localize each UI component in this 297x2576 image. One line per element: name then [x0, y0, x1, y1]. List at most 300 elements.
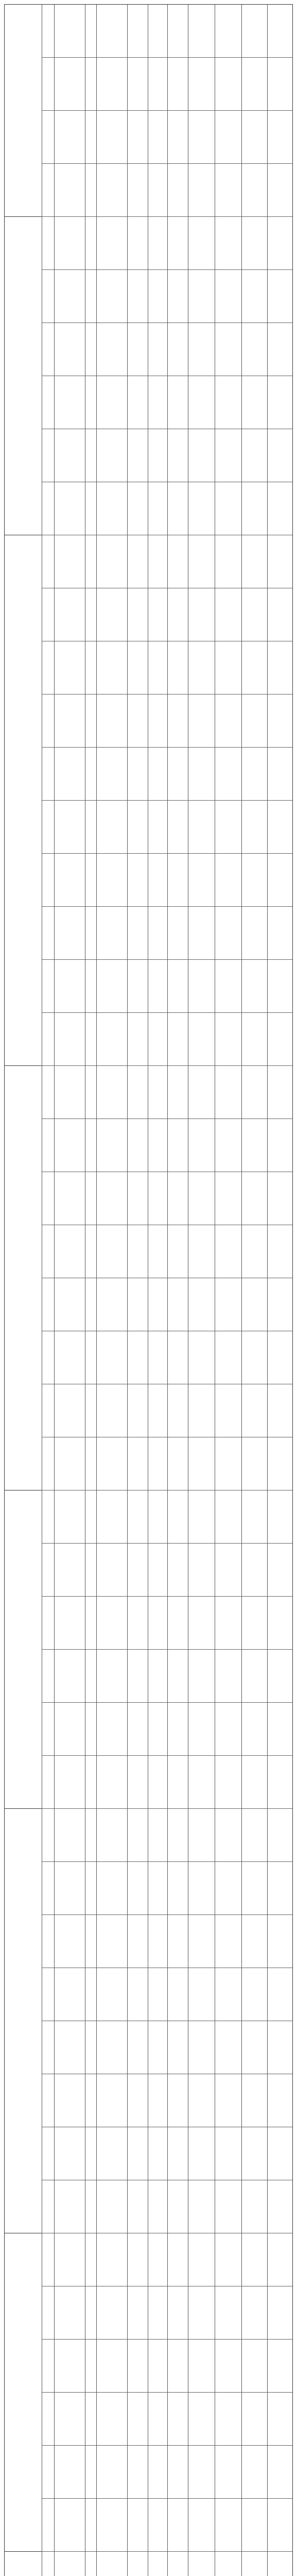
cell-major: [96, 907, 127, 959]
cell-sex: [85, 1703, 96, 1755]
cell-s3: [167, 376, 188, 429]
department-cell: [5, 1066, 42, 1490]
cell-result: [267, 1490, 293, 1543]
cell-major: [96, 2552, 127, 2576]
cell-note2: [215, 1225, 241, 1278]
cell-no: [42, 1490, 54, 1543]
cell-remark: [241, 1756, 267, 1808]
cell-sex: [85, 535, 96, 588]
cell-sex: [85, 907, 96, 959]
cell-remark: [241, 2180, 267, 2233]
cell-result: [267, 2552, 293, 2576]
cell-no: [42, 1437, 54, 1490]
cell-major: [96, 748, 127, 800]
table-row: [5, 5, 292, 58]
cell-sex: [85, 641, 96, 694]
cell-name: [54, 1544, 85, 1596]
cell-note: [188, 1490, 215, 1543]
cell-major: [96, 2127, 127, 2180]
cell-no: [42, 1703, 54, 1755]
cell-name: [54, 960, 85, 1012]
cell-result: [267, 641, 293, 694]
cell-note: [188, 2286, 215, 2339]
cell-remark: [241, 1490, 267, 1543]
cell-sex: [85, 1225, 96, 1278]
cell-s1: [127, 588, 148, 641]
cell-note: [188, 1650, 215, 1702]
cell-s2: [148, 1862, 167, 1914]
table-row: [5, 1172, 292, 1225]
cell-major: [96, 1597, 127, 1649]
column-divider: [54, 5, 55, 2576]
cell-s2: [148, 2074, 167, 2127]
cell-major: [96, 111, 127, 163]
table-row: [5, 1331, 292, 1384]
cell-name: [54, 323, 85, 376]
cell-s2: [148, 801, 167, 853]
cell-note: [188, 1809, 215, 1861]
cell-s3: [167, 2074, 188, 2127]
cell-s3: [167, 429, 188, 482]
cell-note2: [215, 748, 241, 800]
cell-s1: [127, 482, 148, 535]
cell-major: [96, 1544, 127, 1596]
cell-sex: [85, 482, 96, 535]
cell-s3: [167, 1968, 188, 2021]
cell-sex: [85, 1915, 96, 1968]
cell-s3: [167, 1225, 188, 1278]
cell-remark: [241, 376, 267, 429]
cell-remark: [241, 1278, 267, 1331]
cell-name: [54, 1225, 85, 1278]
cell-note: [188, 1331, 215, 1384]
cell-s2: [148, 482, 167, 535]
cell-name: [54, 801, 85, 853]
cell-sex: [85, 1490, 96, 1543]
cell-name: [54, 1384, 85, 1437]
cell-sex: [85, 2021, 96, 2074]
table-row: [5, 1490, 292, 1544]
cell-sex: [85, 1862, 96, 1914]
cell-major: [96, 323, 127, 376]
cell-s2: [148, 2446, 167, 2498]
cell-s1: [127, 2393, 148, 2445]
cell-note2: [215, 58, 241, 110]
table-row: [5, 2393, 292, 2446]
cell-note: [188, 164, 215, 216]
cell-major: [96, 1172, 127, 1225]
cell-remark: [241, 588, 267, 641]
cell-s3: [167, 58, 188, 110]
cell-remark: [241, 1968, 267, 2021]
cell-s3: [167, 217, 188, 269]
cell-major: [96, 2233, 127, 2286]
cell-sex: [85, 694, 96, 747]
cell-sex: [85, 854, 96, 906]
cell-s3: [167, 1809, 188, 1861]
cell-result: [267, 482, 293, 535]
cell-result: [267, 1437, 293, 1490]
cell-s2: [148, 1650, 167, 1702]
cell-no: [42, 854, 54, 906]
cell-s2: [148, 1331, 167, 1384]
cell-no: [42, 5, 54, 57]
cell-sex: [85, 2074, 96, 2127]
cell-name: [54, 217, 85, 269]
cell-s3: [167, 535, 188, 588]
cell-sex: [85, 748, 96, 800]
cell-s2: [148, 1066, 167, 1118]
cell-result: [267, 588, 293, 641]
cell-remark: [241, 1437, 267, 1490]
cell-name: [54, 1066, 85, 1118]
table-body: [5, 17, 292, 2576]
cell-s1: [127, 217, 148, 269]
cell-result: [267, 694, 293, 747]
cell-major: [96, 2286, 127, 2339]
cell-name: [54, 2127, 85, 2180]
cell-s1: [127, 960, 148, 1012]
cell-note: [188, 376, 215, 429]
cell-s3: [167, 854, 188, 906]
table-row: [5, 429, 292, 482]
cell-no: [42, 1862, 54, 1914]
cell-no: [42, 2286, 54, 2339]
cell-result: [267, 270, 293, 323]
cell-s1: [127, 1544, 148, 1596]
cell-note: [188, 694, 215, 747]
cell-note2: [215, 1172, 241, 1225]
cell-s3: [167, 164, 188, 216]
cell-result: [267, 2393, 293, 2445]
cell-result: [267, 1331, 293, 1384]
cell-note2: [215, 2021, 241, 2074]
cell-s2: [148, 960, 167, 1012]
cell-result: [267, 1119, 293, 1172]
table-row: [5, 58, 292, 111]
cell-no: [42, 217, 54, 269]
cell-name: [54, 482, 85, 535]
cell-note: [188, 2021, 215, 2074]
cell-note2: [215, 482, 241, 535]
cell-result: [267, 2340, 293, 2392]
cell-s2: [148, 111, 167, 163]
cell-name: [54, 2499, 85, 2551]
cell-s3: [167, 323, 188, 376]
cell-s1: [127, 1915, 148, 1968]
table-row: [5, 111, 292, 164]
cell-result: [267, 1756, 293, 1808]
cell-result: [267, 1862, 293, 1914]
cell-sex: [85, 1968, 96, 2021]
cell-name: [54, 1437, 85, 1490]
cell-major: [96, 1278, 127, 1331]
cell-no: [42, 1013, 54, 1065]
cell-s3: [167, 1490, 188, 1543]
table-row: [5, 1809, 292, 1862]
cell-s2: [148, 1490, 167, 1543]
cell-remark: [241, 641, 267, 694]
cell-note2: [215, 2393, 241, 2445]
cell-note: [188, 2233, 215, 2286]
cell-s3: [167, 1703, 188, 1755]
cell-s2: [148, 1119, 167, 1172]
cell-s3: [167, 960, 188, 1012]
cell-note: [188, 535, 215, 588]
cell-major: [96, 694, 127, 747]
cell-s3: [167, 2286, 188, 2339]
cell-s2: [148, 1915, 167, 1968]
cell-sex: [85, 376, 96, 429]
cell-s2: [148, 1437, 167, 1490]
cell-sex: [85, 429, 96, 482]
cell-result: [267, 1703, 293, 1755]
cell-remark: [241, 854, 267, 906]
cell-note: [188, 2499, 215, 2551]
cell-remark: [241, 1809, 267, 1861]
cell-note: [188, 801, 215, 853]
cell-s2: [148, 1756, 167, 1808]
cell-name: [54, 2552, 85, 2576]
cell-no: [42, 2552, 54, 2576]
cell-remark: [241, 2340, 267, 2392]
cell-major: [96, 2499, 127, 2551]
column-divider: [96, 5, 97, 2576]
cell-remark: [241, 960, 267, 1012]
cell-remark: [241, 111, 267, 163]
cell-s1: [127, 1490, 148, 1543]
department-cell: [5, 1809, 42, 2233]
cell-s1: [127, 2340, 148, 2392]
table-row: [5, 535, 292, 588]
cell-note: [188, 429, 215, 482]
cell-no: [42, 641, 54, 694]
cell-sex: [85, 5, 96, 57]
cell-remark: [241, 2499, 267, 2551]
cell-result: [267, 1278, 293, 1331]
cell-note2: [215, 2127, 241, 2180]
cell-s2: [148, 854, 167, 906]
cell-remark: [241, 1172, 267, 1225]
table-row: [5, 1066, 292, 1119]
cell-remark: [241, 2021, 267, 2074]
cell-remark: [241, 1225, 267, 1278]
cell-major: [96, 217, 127, 269]
cell-s2: [148, 1013, 167, 1065]
cell-result: [267, 2446, 293, 2498]
cell-name: [54, 1756, 85, 1808]
cell-name: [54, 641, 85, 694]
cell-sex: [85, 1278, 96, 1331]
cell-s3: [167, 2393, 188, 2445]
cell-s2: [148, 2127, 167, 2180]
cell-note2: [215, 1066, 241, 1118]
cell-remark: [241, 1597, 267, 1649]
cell-no: [42, 2499, 54, 2551]
cell-remark: [241, 482, 267, 535]
cell-s1: [127, 907, 148, 959]
cell-s3: [167, 1756, 188, 1808]
cell-s3: [167, 482, 188, 535]
cell-no: [42, 323, 54, 376]
cell-no: [42, 1756, 54, 1808]
cell-note: [188, 270, 215, 323]
cell-no: [42, 482, 54, 535]
cell-sex: [85, 1544, 96, 1596]
cell-result: [267, 2286, 293, 2339]
cell-sex: [85, 323, 96, 376]
cell-s1: [127, 270, 148, 323]
cell-name: [54, 1862, 85, 1914]
cell-s2: [148, 694, 167, 747]
table-row: [5, 323, 292, 376]
department-cell: [5, 1490, 42, 1809]
cell-note: [188, 217, 215, 269]
cell-major: [96, 1862, 127, 1914]
cell-note: [188, 641, 215, 694]
table-row: [5, 1278, 292, 1331]
cell-note2: [215, 1968, 241, 2021]
table-row: [5, 2127, 292, 2180]
table-row: [5, 1650, 292, 1703]
cell-sex: [85, 1013, 96, 1065]
cell-s2: [148, 323, 167, 376]
cell-name: [54, 58, 85, 110]
cell-name: [54, 1809, 85, 1861]
cell-s2: [148, 535, 167, 588]
cell-s1: [127, 1703, 148, 1755]
cell-remark: [241, 1013, 267, 1065]
cell-result: [267, 1172, 293, 1225]
cell-result: [267, 1650, 293, 1702]
cell-name: [54, 535, 85, 588]
cell-s1: [127, 2286, 148, 2339]
cell-note: [188, 1119, 215, 1172]
cell-note: [188, 1756, 215, 1808]
table-row: [5, 2340, 292, 2393]
cell-sex: [85, 1650, 96, 1702]
cell-s2: [148, 1703, 167, 1755]
cell-major: [96, 429, 127, 482]
cell-s1: [127, 2180, 148, 2233]
cell-no: [42, 1278, 54, 1331]
cell-sex: [85, 1809, 96, 1861]
cell-note: [188, 1703, 215, 1755]
table-row: [5, 1597, 292, 1650]
cell-sex: [85, 2180, 96, 2233]
cell-note: [188, 2393, 215, 2445]
cell-remark: [241, 1066, 267, 1118]
cell-note: [188, 1066, 215, 1118]
cell-note2: [215, 2286, 241, 2339]
cell-s2: [148, 641, 167, 694]
cell-note2: [215, 1013, 241, 1065]
cell-name: [54, 5, 85, 57]
cell-note2: [215, 1703, 241, 1755]
cell-name: [54, 1597, 85, 1649]
table-row: [5, 801, 292, 854]
cell-no: [42, 1384, 54, 1437]
cell-sex: [85, 1384, 96, 1437]
cell-result: [267, 1544, 293, 1596]
table-row: [5, 2499, 292, 2552]
cell-result: [267, 217, 293, 269]
cell-s3: [167, 1384, 188, 1437]
cell-s1: [127, 1172, 148, 1225]
cell-no: [42, 694, 54, 747]
table-row: [5, 694, 292, 748]
cell-note2: [215, 2180, 241, 2233]
cell-s3: [167, 2552, 188, 2576]
cell-s3: [167, 1437, 188, 1490]
cell-s1: [127, 2446, 148, 2498]
cell-s3: [167, 907, 188, 959]
cell-note2: [215, 1437, 241, 1490]
cell-s2: [148, 58, 167, 110]
cell-no: [42, 801, 54, 853]
cell-s1: [127, 1331, 148, 1384]
cell-note: [188, 1384, 215, 1437]
table-row: [5, 2552, 292, 2576]
cell-name: [54, 2233, 85, 2286]
cell-major: [96, 58, 127, 110]
cell-note2: [215, 854, 241, 906]
cell-name: [54, 429, 85, 482]
cell-sex: [85, 2286, 96, 2339]
cell-note: [188, 5, 215, 57]
cell-name: [54, 2446, 85, 2498]
table-row: [5, 164, 292, 217]
cell-result: [267, 2021, 293, 2074]
cell-remark: [241, 1862, 267, 1914]
cell-result: [267, 748, 293, 800]
cell-remark: [241, 748, 267, 800]
cell-major: [96, 376, 127, 429]
cell-no: [42, 2127, 54, 2180]
department-cell: [5, 535, 42, 1066]
cell-name: [54, 2340, 85, 2392]
cell-name: [54, 1278, 85, 1331]
table-row: [5, 2286, 292, 2340]
table-row: [5, 588, 292, 641]
cell-major: [96, 1650, 127, 1702]
cell-name: [54, 376, 85, 429]
table-row: [5, 1915, 292, 1968]
cell-s3: [167, 1066, 188, 1118]
cell-note2: [215, 1915, 241, 1968]
cell-remark: [241, 1544, 267, 1596]
cell-result: [267, 111, 293, 163]
cell-note2: [215, 1650, 241, 1702]
cell-s3: [167, 1013, 188, 1065]
cell-major: [96, 588, 127, 641]
cell-major: [96, 2021, 127, 2074]
cell-result: [267, 429, 293, 482]
cell-note: [188, 111, 215, 163]
cell-no: [42, 1066, 54, 1118]
cell-remark: [241, 323, 267, 376]
cell-name: [54, 1968, 85, 2021]
cell-s3: [167, 748, 188, 800]
cell-no: [42, 2393, 54, 2445]
cell-sex: [85, 1331, 96, 1384]
cell-s3: [167, 2021, 188, 2074]
cell-s1: [127, 1756, 148, 1808]
cell-s3: [167, 1172, 188, 1225]
department-cell: [5, 2233, 42, 2552]
cell-remark: [241, 1650, 267, 1702]
table-row: [5, 854, 292, 907]
